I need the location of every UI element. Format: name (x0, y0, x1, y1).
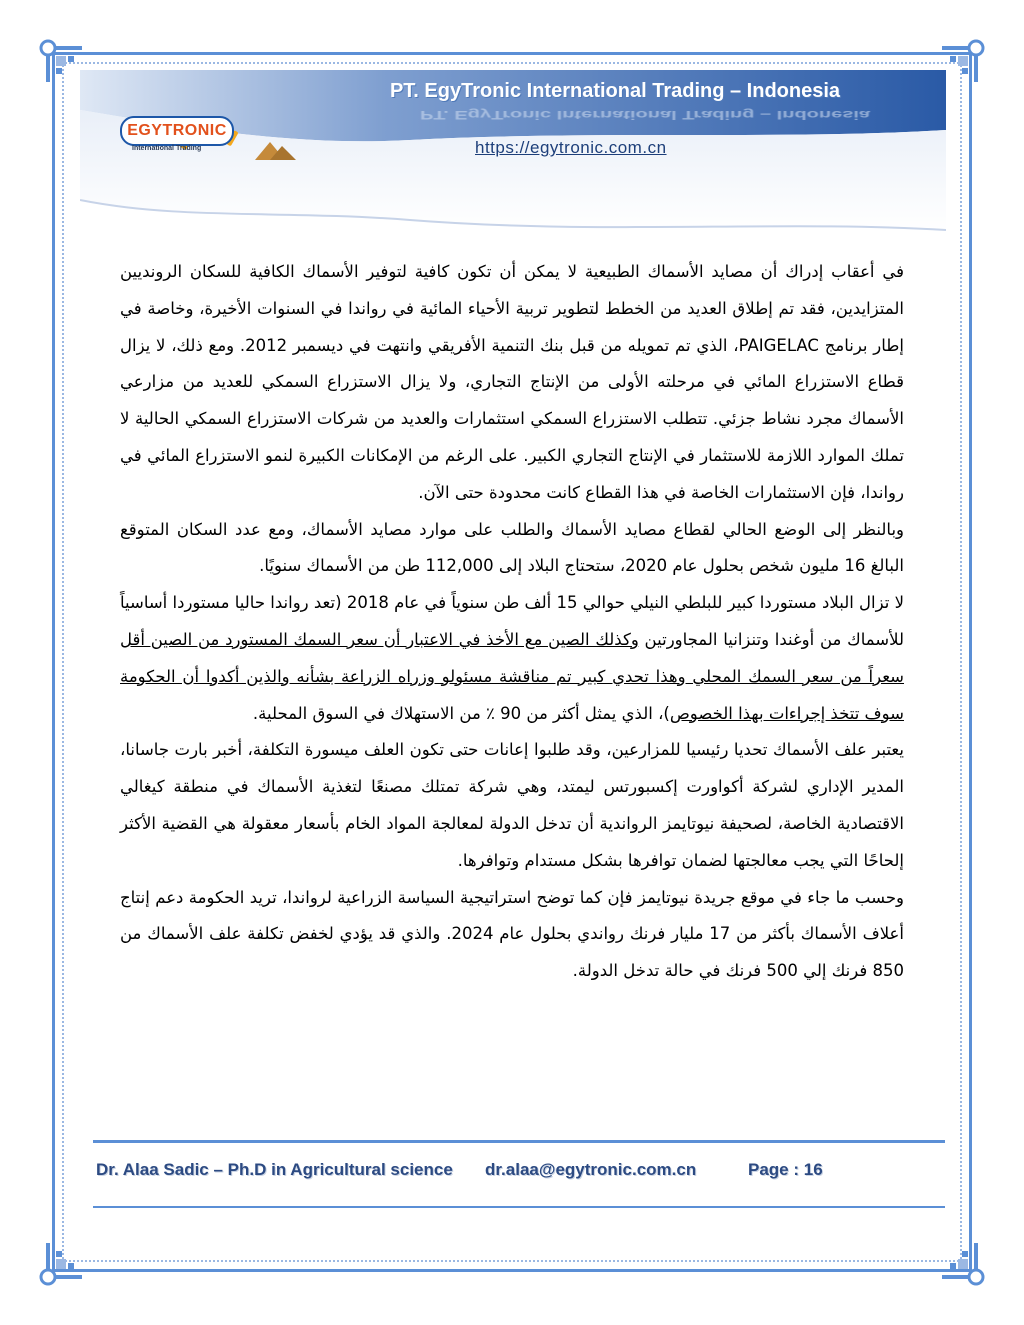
paragraph-fish-feed: يعتبر علف الأسماك تحديا رئيسيا للمزارعين، وقد طلبوا إعانات حتى تكون العلف ميسورة التكلفة، أخبر بارت جاسانا، المدير الإداري لشركة أكواورت إكسبورتس ليمتد، وهي شركة تمتلك مصنعًا لتغذية الأسماك في منطقة كيغالي الاقتصادية الخاصة، لصحيفة نيوتايمز الرواندية أن تدخل الدولة لمعالجة المواد الخام بأسعار معقولة هي القضية الأكثر إلحاحًا التي يجب معالجتها لضمان توافرها بشكل مستدام وتوافرها. (120, 740, 904, 870)
corner-ornament-bottom-left (38, 1243, 82, 1287)
corner-ornament-bottom-right (942, 1243, 986, 1287)
paragraph-aquaculture-background: في أعقاب إدراك أن مصايد الأسماك الطبيعية لا يمكن أن تكون كافية لتوفير الأسماك الكافية للسكان الرونديين المتزايدين، فقد تم إطلاق العديد من الخطط لتطوير تربية الأحياء المائية في رواندا في السنوات الأخيرة، وخاصة في إطار برنامج PAIGELAC، الذي تم تمويله من قبل بنك التنمية الأفريقي وانتهت في ديسمبر 2012. ومع ذلك، لا يزال قطاع الاستزراع المائي في مرحلته الأولى من الإنتاج التجاري، ولا يزال الاستزراع السمكي للعديد من مزارعي الأسماك مجرد نشاط جزئي. تتطلب الاستزراع السمكي استثمارات والعديد من شركات الاستزراع السمكي الحالية لا تملك الموارد اللازمة للاستثمار في الإنتاج التجاري الكبير. على الرغم من الإمكانات الكبيرة لنمو الاستزراع المائي في رواندا، فإن الاستثمارات الخاصة في هذا القطاع كانت محدودة حتى الآن. (120, 262, 904, 502)
corner-ornament-top-left (38, 38, 82, 82)
company-title: PT. EgyTronic International Trading – Indonesia (389, 80, 841, 102)
footer-rule-bottom (93, 1206, 945, 1208)
paragraph-imports (120, 585, 904, 732)
imports-lead-text: لا تزال البلاد مستوردا كبير للبلطي النيلي حوالي 15 ألف طن سنوياً في عام 2018 (تعد رواندا حاليا مستوردا أساسياً للأسماك من أوغندا وتنزانيا المجاورتين (120, 593, 905, 649)
page-header (80, 70, 946, 240)
footer-author: Dr. Alaa Sadic – Ph.D in Agricultural science (96, 1160, 453, 1179)
imports-tail-text: )، الذي يمثل أكثر من 90 ٪ من الاستهلاك في السوق المحلية. (252, 703, 670, 723)
footer-page-number: Page : 16 (748, 1160, 823, 1179)
paragraph-population-demand: وبالنظر إلى الوضع الحالي لقطاع مصايد الأسماك والطلب على موارد مصايد الأسماك، ومع عدد السكان المتوقع البالغ 16 مليون شخص بحلول عام 2020، ستحتاج البلاد إلى 112,000 طن من الأسماك سنويًا. (120, 519, 904, 576)
logo-tagline: International Trading (132, 145, 202, 152)
company-website-link[interactable]: https://egytronic.com.cn (475, 138, 667, 157)
article-body (120, 254, 904, 990)
paragraph-government-support: وحسب ما جاء في موقع جريدة نيوتايمز فإن كما توضح استراتيجية السياسة الزراعية لرواندا، تريد الحكومة دعم إنتاج أعلاف الأسماك بأكثر من 17 مليار فرنك رواندي بحلول عام 2024. والذي قد يؤدي لخفض تكلفة علف الأسماك من 850 فرنك إلي 500 فرنك في حالة تدخل الدولة. (120, 887, 904, 981)
imports-underlined-text: وكذلك الصين مع الأخذ في الاعتبار أن سعر السمك المستورد من الصين أقل سعراً من سعر السمك المحلي وهذا تحدي كبير تم مناقشة مسئولو وزراه الزراعة بشأنه والذين أكدوا أن الحكومة سوف تتخذ إجراءات بهذا الخصوص (120, 629, 904, 723)
logo-wordmark: EGYTRONIC (120, 116, 234, 146)
company-title-reflection: PT. EgyTronic International Trading – Indonesia (419, 108, 871, 122)
footer-email-link[interactable]: dr.alaa@egytronic.com.cn (485, 1160, 697, 1179)
corner-ornament-top-right (942, 38, 986, 82)
footer-rule-top (93, 1140, 945, 1143)
